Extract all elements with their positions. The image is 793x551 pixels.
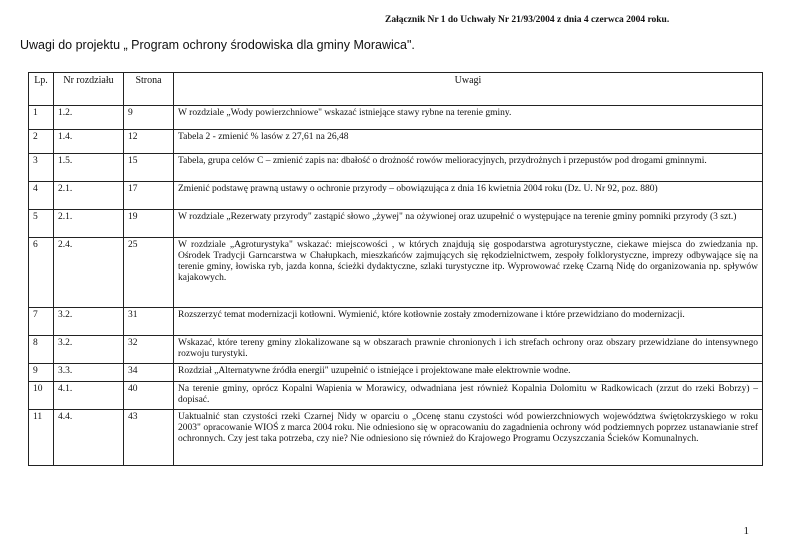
cell-lp: 10 — [29, 382, 54, 410]
cell-strona: 40 — [124, 382, 174, 410]
cell-nr-rozdzialu: 1.5. — [54, 154, 124, 182]
cell-uwagi: Rozdział „Alternatywne źródła energii" uzupełnić o istniejące i projektowane małe elektrownie wodne. — [174, 364, 763, 382]
attachment-header: Załącznik Nr 1 do Uchwały Nr 21/93/2004 z dnia 4 czerwca 2004 roku. — [385, 15, 670, 25]
cell-nr-rozdzialu: 4.4. — [54, 410, 124, 466]
table-row — [29, 210, 763, 238]
table-row — [29, 308, 763, 336]
table-row — [29, 130, 763, 154]
cell-strona: 25 — [124, 238, 174, 308]
cell-nr-rozdzialu: 2.4. — [54, 238, 124, 308]
cell-uwagi: Tabela 2 - zmienić % lasów z 27,61 na 26,48 — [174, 130, 763, 154]
cell-lp: 9 — [29, 364, 54, 382]
cell-uwagi: Rozszerzyć temat modernizacji kotłowni. Wymienić, które kotłownie zostały zmodernizowane i które przewidziano do modernizacji. — [174, 308, 763, 336]
cell-uwagi: Tabela, grupa celów C – zmienić zapis na: dbałość o drożność rowów melioracyjnych, przydrożnych i przepustów pod drogami gminnymi. — [174, 154, 763, 182]
cell-lp: 4 — [29, 182, 54, 210]
remarks-table-container — [28, 72, 763, 466]
cell-strona: 19 — [124, 210, 174, 238]
cell-lp: 7 — [29, 308, 54, 336]
cell-strona: 12 — [124, 130, 174, 154]
cell-uwagi: Na terenie gminy, oprócz Kopalni Wapienia w Morawicy, odwadniana jest również Kopalnia Dolomitu w Radkowicach (zrzut do rzeki Bobrzy) – dopisać. — [174, 382, 763, 410]
cell-lp: 3 — [29, 154, 54, 182]
cell-nr-rozdzialu: 1.2. — [54, 106, 124, 130]
page-number: 1 — [743, 525, 749, 537]
table-row — [29, 106, 763, 130]
remarks-table — [28, 72, 763, 466]
table-row — [29, 336, 763, 364]
table-row — [29, 364, 763, 382]
column-header-lp: Lp. — [29, 73, 54, 106]
cell-lp: 11 — [29, 410, 54, 466]
cell-lp: 8 — [29, 336, 54, 364]
cell-nr-rozdzialu: 1.4. — [54, 130, 124, 154]
cell-lp: 6 — [29, 238, 54, 308]
cell-nr-rozdzialu: 2.1. — [54, 210, 124, 238]
cell-strona: 17 — [124, 182, 174, 210]
document-title: Uwagi do projektu „ Program ochrony środowiska dla gminy Morawica". — [20, 38, 415, 52]
cell-lp: 5 — [29, 210, 54, 238]
table-row — [29, 154, 763, 182]
table-header-row — [29, 73, 763, 106]
cell-uwagi: W rozdziale „Rezerwaty przyrody" zastąpić słowo „żywej" na ożywionej oraz uzupełnić o występujące na terenie gminy pomniki przyrody (3 szt.) — [174, 210, 763, 238]
cell-uwagi: Zmienić podstawę prawną ustawy o ochronie przyrody – obowiązująca z dnia 16 kwietnia 2004 roku (Dz. U. Nr 92, poz. 880) — [174, 182, 763, 210]
cell-strona: 31 — [124, 308, 174, 336]
column-header-nr-rozdzialu: Nr rozdziału — [54, 73, 124, 106]
cell-strona: 15 — [124, 154, 174, 182]
cell-strona: 32 — [124, 336, 174, 364]
column-header-uwagi: Uwagi — [174, 73, 763, 106]
cell-nr-rozdzialu: 4.1. — [54, 382, 124, 410]
cell-strona: 34 — [124, 364, 174, 382]
cell-uwagi: Wskazać, które tereny gminy zlokalizowane są w obszarach prawnie chronionych i ich strefach ochrony oraz obszary przewidziane do intensywnego rozwoju turystyki. — [174, 336, 763, 364]
cell-uwagi: Uaktualnić stan czystości rzeki Czarnej Nidy w oparciu o „Ocenę stanu czystości wód powierzchniowych województwa świętokrzyskiego w roku 2003" opracowanie WIOŚ z marca 2004 roku. Nie odniesiono się w opracowaniu do zagadnienia ochrony wód podziemnych poprzez ustanawianie stref ochronnych. Czy jest taka potrzeba, czy nie? Nie odniesiono się również do Krajowego Programu Oczyszczania Ścieków Komunalnych. — [174, 410, 763, 466]
table-row — [29, 410, 763, 466]
table-row — [29, 382, 763, 410]
cell-strona: 43 — [124, 410, 174, 466]
cell-nr-rozdzialu: 3.3. — [54, 364, 124, 382]
cell-lp: 2 — [29, 130, 54, 154]
table-row — [29, 238, 763, 308]
cell-nr-rozdzialu: 2.1. — [54, 182, 124, 210]
cell-uwagi: W rozdziale „Agroturystyka" wskazać: miejscowości , w których znajdują się gospodarstwa agroturystyczne, ciekawe miejsca do zwiedzania np. Ośrodek Tradycji Garncarstwa w Chałupkach, mieszkańców zajmujących się rękodzielnictwem, zespoły folklorystyczne, imprezy odbywające się na terenie gminy, łowiska ryb, jazda konna, ścieżki dydaktyczne, szlaki turystyczne itp. Wyprowować rzekę Czarną Nidę do organizowania np. spływów kajakowych. — [174, 238, 763, 308]
cell-strona: 9 — [124, 106, 174, 130]
cell-lp: 1 — [29, 106, 54, 130]
table-row — [29, 182, 763, 210]
column-header-strona: Strona — [124, 73, 174, 106]
cell-uwagi: W rozdziale „Wody powierzchniowe" wskazać istniejące stawy rybne na terenie gminy. — [174, 106, 763, 130]
cell-nr-rozdzialu: 3.2. — [54, 308, 124, 336]
cell-nr-rozdzialu: 3.2. — [54, 336, 124, 364]
